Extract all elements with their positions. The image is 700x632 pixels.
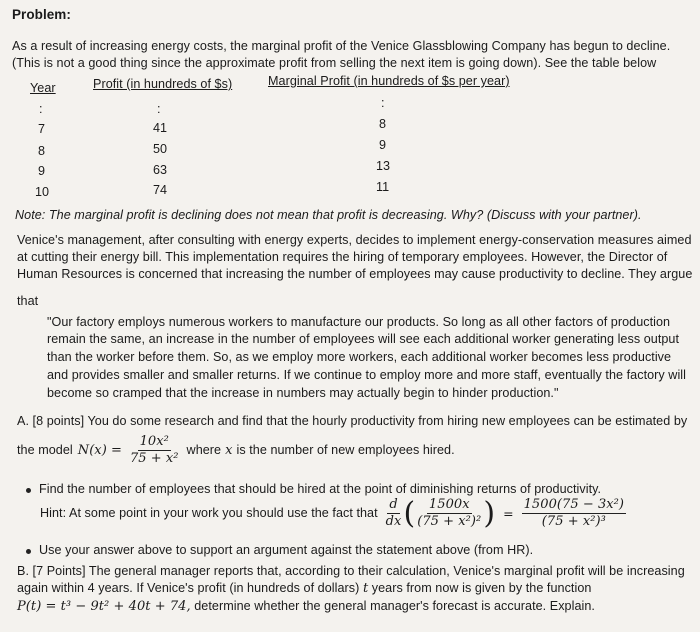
model-numerator: 10x²: [139, 434, 169, 449]
part-b-variable: t: [362, 581, 369, 596]
table-row-year: 9: [38, 164, 46, 178]
hint-left-paren: (: [403, 495, 416, 531]
table-row-marginal: 9: [379, 138, 387, 152]
part-a-model: [17, 434, 455, 467]
table-row-marginal: 13: [376, 159, 391, 173]
table-row-profit: 63: [153, 163, 168, 177]
hint-inner-den: (75 + x²)²: [417, 514, 482, 529]
part-b-line-3-rest: determine whether the general manager's forecast is accurate. Explain.: [194, 599, 595, 613]
table-row-marginal: 11: [376, 180, 390, 194]
part-b-line-1: B. [7 Points] The general manager reports that, according to their calculation, Venice's marginal profit will be increasing: [17, 564, 685, 578]
profit-formula: P(t) = t³ − 9t² + 40t + 74,: [17, 599, 191, 614]
table-header-profit: Profit (in hundreds of $s): [93, 77, 233, 91]
bullet-1-dot: [26, 488, 31, 493]
table-ellipsis-profit: :: [157, 102, 161, 116]
part-b-line-2: [17, 580, 591, 597]
quote-line-1: "Our factory employs numerous workers to manufacture our products. So long as all other factors of production: [47, 315, 671, 329]
table-row-year: 10: [35, 185, 50, 199]
table-row-profit: 50: [153, 142, 168, 156]
table-row-year: 8: [38, 144, 46, 158]
management-line-4: that: [17, 294, 39, 308]
table-row-marginal: 8: [379, 117, 387, 131]
part-b-line-3: [17, 598, 595, 615]
hint-right-paren: ): [483, 495, 496, 531]
table-row-profit: 41: [153, 121, 168, 135]
management-line-2: at cutting their energy bill. This implementation requires the hiring of temporary employees. However, the Director of: [17, 250, 668, 264]
management-line-1: Venice's management, after consulting with energy experts, decides to implement energy-conservation measures aimed: [17, 233, 692, 247]
quote-line-2: remain the same, an increase in the number of employees will see each additional worker generating less output: [47, 332, 680, 346]
management-line-3: Human Resources is concerned that increasing the number of employees may cause productivity to decline. They argue: [17, 267, 693, 281]
part-b-line-2-pre: again within 4 years. If Venice's profit (in hundreds of dollars): [17, 581, 360, 595]
hint-d-den: dx: [385, 514, 402, 529]
intro-line-2: (This is not a good thing since the approximate profit from selling the next item is going down). See the table below: [12, 56, 657, 70]
note-text: Note: The marginal profit is declining does not mean that profit is decreasing. Why? (Discuss with your partner).: [15, 208, 642, 222]
table-ellipsis-marginal: :: [381, 96, 385, 110]
hint-inner-fraction: [415, 497, 483, 530]
part-b-line-2-post: years from now is given by the function: [371, 581, 592, 595]
hint-line: [40, 497, 626, 530]
table-header-marginal: Marginal Profit (in hundreds of $s per year): [268, 74, 510, 88]
table-row-profit: 74: [153, 183, 168, 197]
quote-line-3: than the worker before them. So, as we employ more workers, each additional worker becomes less productive: [47, 350, 672, 364]
intro-line-1: As a result of increasing energy costs, the marginal profit of the Venice Glassblowing Company has begun to decline.: [12, 39, 671, 53]
model-where: where: [186, 443, 222, 457]
hint-rhs-den: (75 + x²)³: [541, 514, 606, 529]
quote-line-5: become so cramped that the increase in numbers may actually begin to hinder production.": [47, 386, 559, 400]
part-a-bullet-1: Find the number of employees that should be hired at the point of diminishing returns of productivity.: [39, 482, 602, 496]
quote-line-4: and provides smaller and smaller returns. If we continue to employ more and more staff, eventually the factory will: [47, 368, 686, 382]
hint-rhs-fraction: [522, 497, 626, 530]
hint-rhs-num: 1500(75 − 3x²): [523, 497, 625, 512]
hint-d-num: d: [389, 497, 398, 512]
part-a-line-1: A. [8 points] You do some research and find that the hourly productivity from hiring new employees can be estimated by: [17, 414, 688, 428]
table-row-year: 7: [38, 122, 46, 136]
hint-derivative: [384, 497, 404, 530]
model-variable: x: [225, 443, 233, 458]
model-lhs: N(x) =: [77, 443, 122, 458]
part-a-bullet-2: Use your answer above to support an argument against the statement above (from HR).: [39, 543, 534, 557]
model-suffix: is the number of new employees hired.: [236, 443, 455, 457]
hint-inner-num: 1500x: [428, 497, 470, 512]
model-fraction: [128, 434, 181, 467]
hint-label: Hint: At some point in your work you should use the fact that: [40, 506, 378, 520]
hint-equals: =: [503, 506, 514, 521]
bullet-2-dot: [26, 549, 31, 554]
table-ellipsis-year: :: [39, 102, 43, 116]
problem-label: Problem:: [12, 7, 71, 22]
model-denominator: 75 + x²: [129, 451, 179, 466]
model-prefix: the model: [17, 443, 73, 457]
table-header-year: Year: [30, 81, 56, 95]
